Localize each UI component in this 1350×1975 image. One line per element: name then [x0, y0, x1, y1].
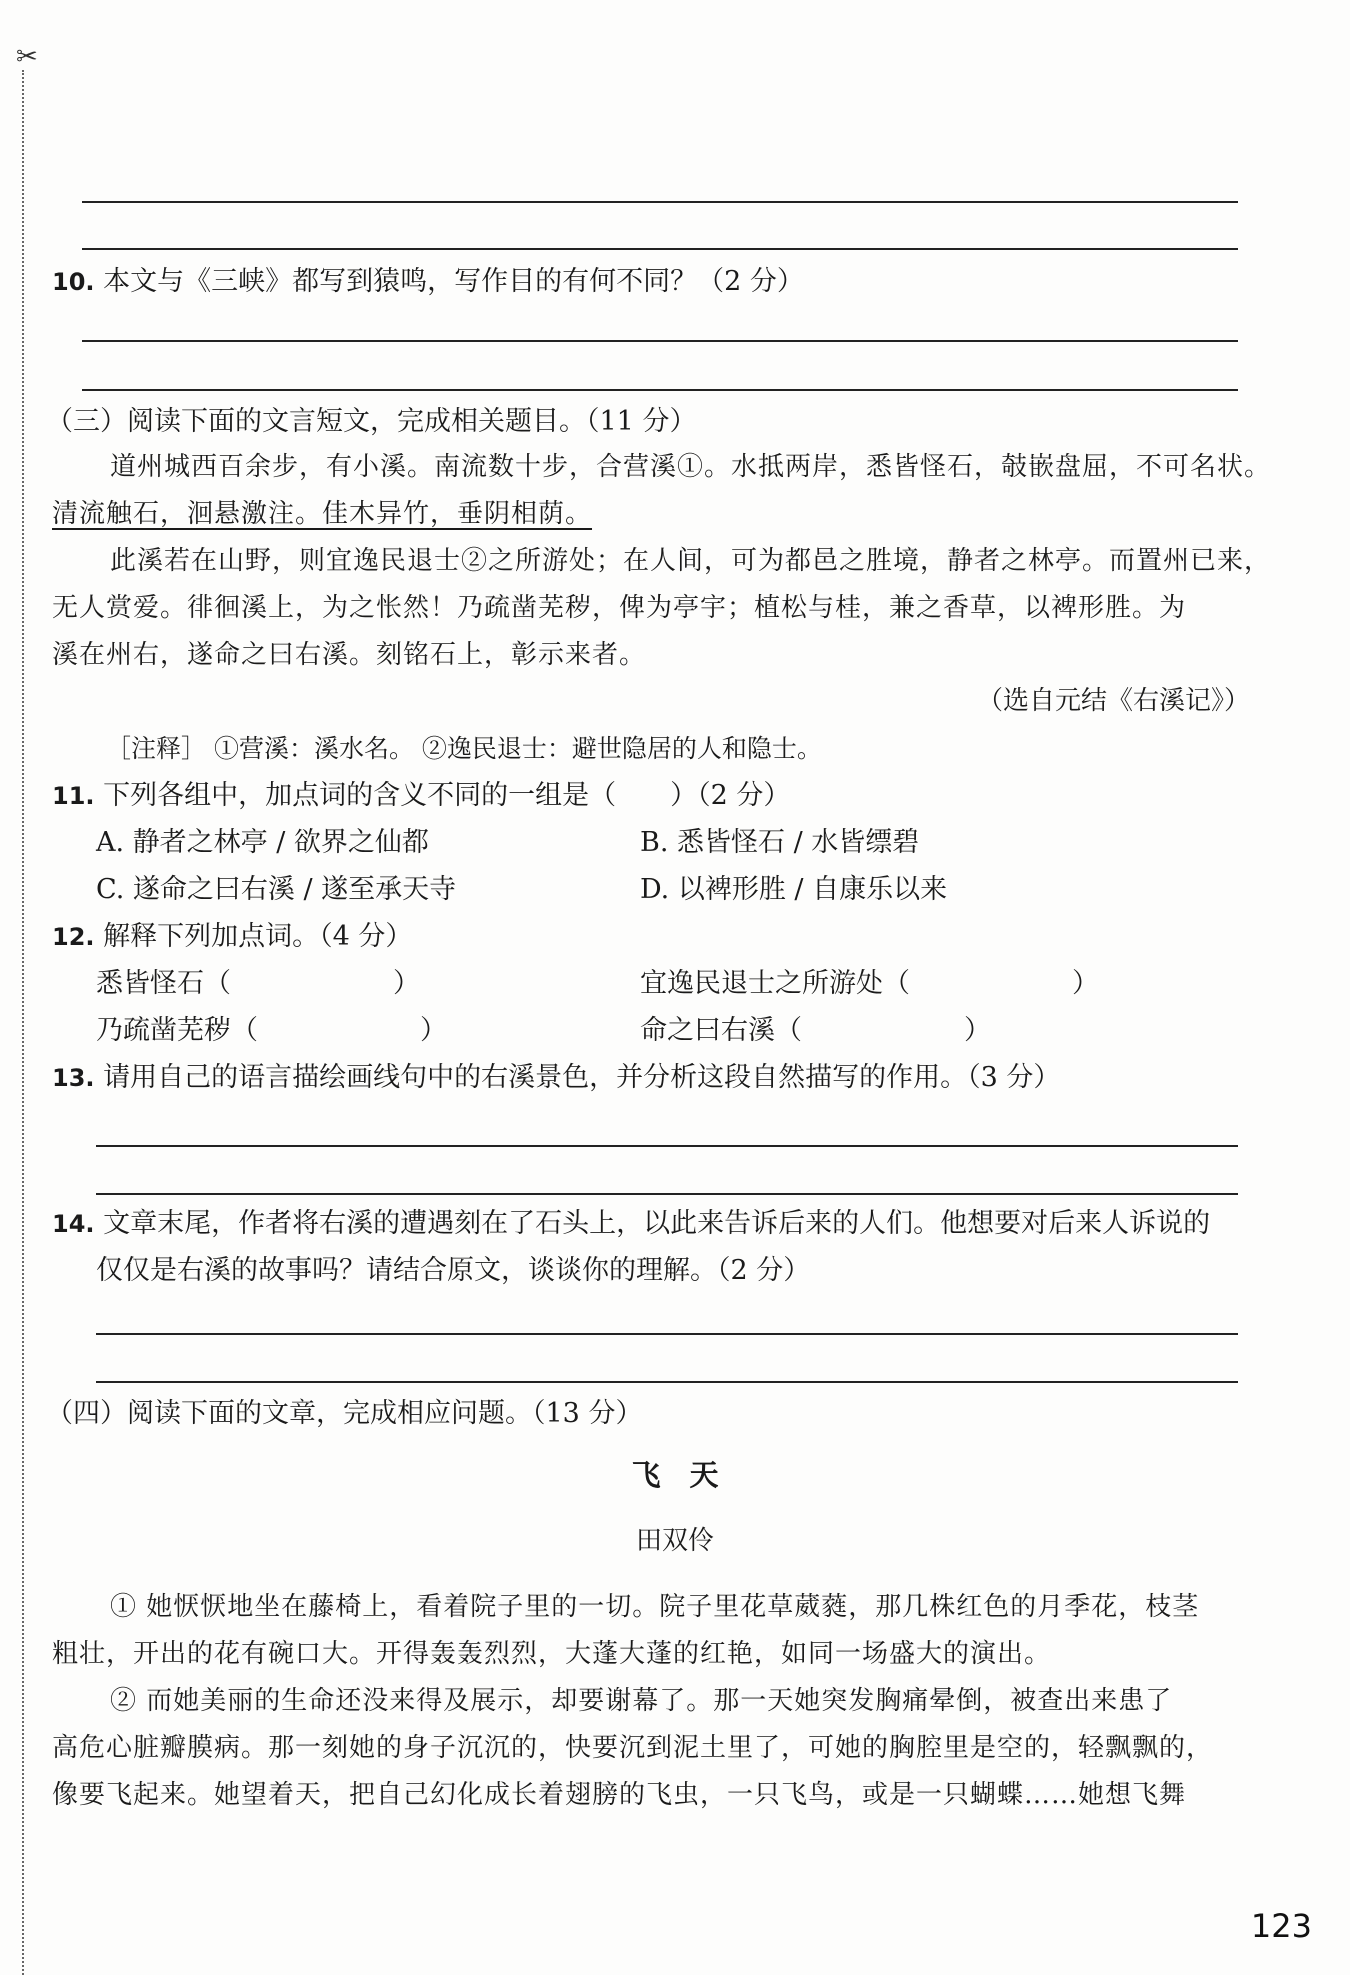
passage-source: （选自元结《右溪记》） [976, 686, 1250, 716]
answer-line[interactable] [96, 1193, 1238, 1195]
passage-paragraph-2-line-1: 此溪若在山野，则宜逸民退士②之所游处；在人间，可为都邑之胜境，静者之林亭。而置州已来， [110, 546, 1272, 576]
scissors-icon: ✂ [16, 42, 38, 72]
binding-dotted-line [22, 70, 24, 1975]
question-11 [52, 772, 790, 820]
page-number: 123 [1250, 1907, 1312, 1945]
question-12 [52, 913, 412, 961]
question-14-line-2: 仅仅是右溪的故事吗？请结合原文，谈谈你的理解。（2 分） [96, 1255, 811, 1286]
question-text: 文章末尾，作者将右溪的遭遇刻在了石头上，以此来告诉后来的人们。他想要对后来人诉说的 [103, 1208, 1211, 1239]
article-paragraph-2-line-3: 像要飞起来。她望着天，把自己幻化成长着翅膀的飞虫，一只飞鸟，或是一只蝴蝶……她想飞舞 [52, 1780, 1187, 1810]
option-d[interactable]: D. 以裨形胜 / 自康乐以来 [640, 874, 948, 905]
section-3-heading: （三）阅读下面的文言短文，完成相关题目。（11 分） [46, 406, 697, 437]
fill-blank-item[interactable]: 命之曰右溪（ ） [640, 1015, 991, 1046]
question-number: 10. [52, 268, 95, 296]
question-text: 本文与《三峡》都写到猿鸣，写作目的有何不同？（2 分） [103, 266, 804, 297]
passage-paragraph-2-line-3: 溪在州右，遂命之曰右溪。刻铭石上，彰示来者。 [52, 640, 647, 670]
answer-line[interactable] [96, 1145, 1238, 1147]
passage-underlined-sentence: 清流触石，洄悬激注。佳木异竹，垂阴相荫。 [52, 499, 593, 529]
question-number: 11. [52, 782, 95, 810]
question-text: 请用自己的语言描绘画线句中的右溪景色，并分析这段自然描写的作用。（3 分） [103, 1062, 1061, 1093]
question-14-line-1 [52, 1200, 1210, 1248]
answer-line[interactable] [96, 1381, 1238, 1383]
article-paragraph-1-line-2: 粗壮，开出的花有碗口大。开得轰轰烈烈，大蓬大蓬的红艳，如同一场盛大的演出。 [52, 1639, 1052, 1669]
answer-line[interactable] [82, 340, 1238, 342]
question-number: 12. [52, 923, 95, 951]
option-c[interactable]: C. 遂命之曰右溪 / 遂至承天寺 [96, 874, 457, 905]
question-text: 解释下列加点词。（4 分） [103, 921, 413, 952]
article-paragraph-1-line-1: ① 她恹恹地坐在藤椅上，看着院子里的一切。院子里花草葳蕤，那几株红色的月季花，枝茎 [110, 1592, 1200, 1622]
passage-paragraph-1-line-1: 道州城西百余步，有小溪。南流数十步，合营溪①。水抵两岸，悉皆怪石，攲嵌盘屈，不可名状。 [110, 452, 1272, 482]
answer-line[interactable] [96, 1333, 1238, 1335]
fill-blank-item[interactable]: 宜逸民退士之所游处（ ） [640, 968, 1099, 999]
answer-line[interactable] [82, 248, 1238, 250]
question-number: 13. [52, 1064, 95, 1092]
fill-blank-item[interactable]: 乃疏凿芜秽（ ） [96, 1015, 447, 1046]
article-paragraph-2-line-1: ② 而她美丽的生命还没来得及展示，却要谢幕了。那一天她突发胸痛晕倒，被查出来患了 [110, 1686, 1173, 1716]
option-a[interactable]: A. 静者之林亭 / 欲界之仙都 [96, 827, 429, 858]
section-4-heading: （四）阅读下面的文章，完成相应问题。（13 分） [46, 1398, 643, 1429]
passage-note: ［注释］ ①营溪：溪水名。 ②逸民退士：避世隐居的人和隐士。 [106, 734, 822, 763]
article-paragraph-2-line-2: 高危心脏瓣膜病。那一刻她的身子沉沉的，快要沉到泥土里了，可她的胸腔里是空的，轻飘飘的， [52, 1733, 1214, 1763]
question-number: 14. [52, 1210, 95, 1238]
question-text: 下列各组中，加点词的含义不同的一组是（ ）（2 分） [103, 780, 791, 811]
article-author: 田双伶 [635, 1526, 714, 1556]
option-b[interactable]: B. 悉皆怪石 / 水皆缥碧 [640, 827, 920, 858]
question-13 [52, 1054, 1060, 1102]
fill-blank-item[interactable]: 悉皆怪石（ ） [96, 968, 420, 999]
answer-line[interactable] [82, 201, 1238, 203]
article-title: 飞 天 [631, 1458, 719, 1492]
answer-line[interactable] [82, 389, 1238, 391]
passage-paragraph-2-line-2: 无人赏爱。徘徊溪上，为之怅然！乃疏凿芜秽，俾为亭宇；植松与桂，兼之香草，以裨形胜。为 [52, 593, 1187, 623]
question-10 [52, 258, 804, 306]
